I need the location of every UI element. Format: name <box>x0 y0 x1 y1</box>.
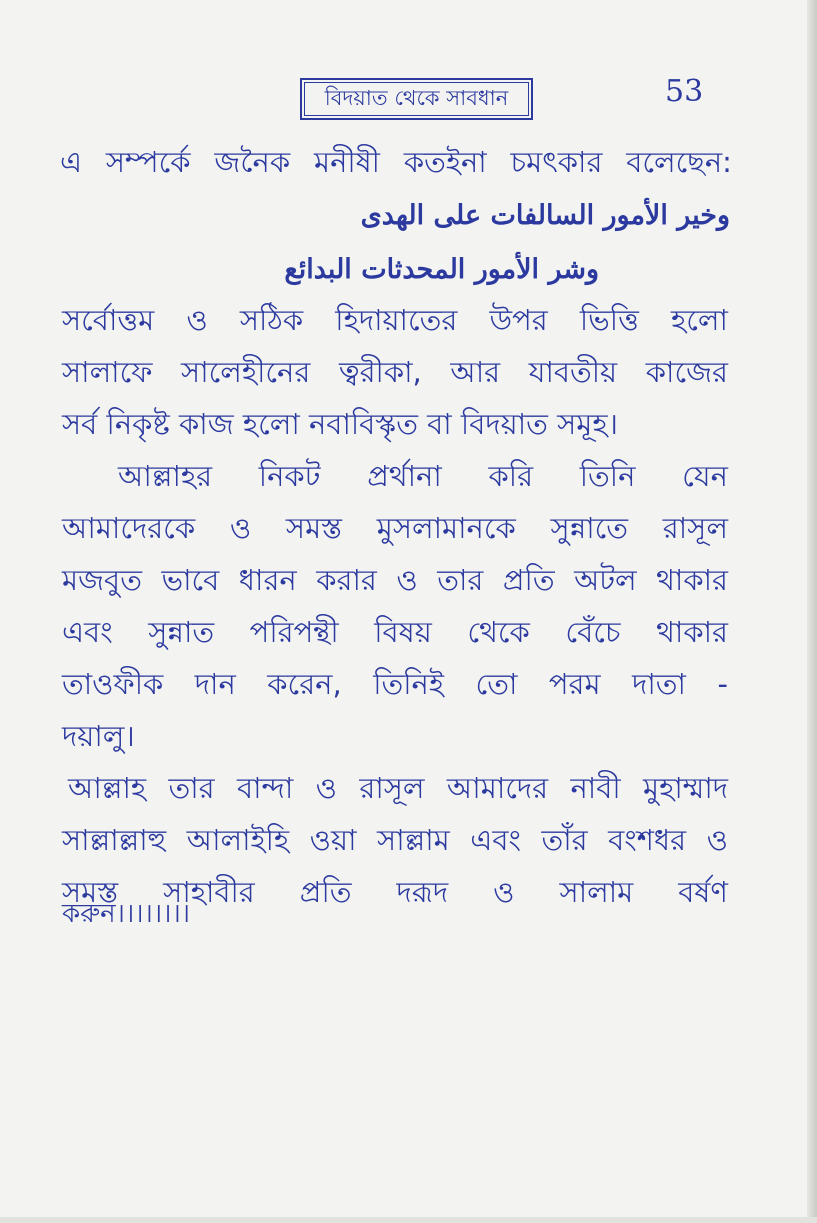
word: হলো <box>671 303 728 337</box>
word: নিকট <box>258 459 321 493</box>
word: আল্লাহর <box>118 459 213 493</box>
word: পরম <box>548 667 601 701</box>
word: যেন <box>682 459 728 493</box>
word: চমৎকার <box>510 145 603 179</box>
word: তার <box>437 563 484 597</box>
word: করার <box>316 563 377 597</box>
word: হিদায়াতের <box>335 303 458 337</box>
word: তিনি <box>579 459 636 493</box>
word: সুন্নাতে <box>550 511 629 545</box>
word: সালাফে <box>62 355 153 389</box>
word: তার <box>168 771 215 805</box>
word: ওয়া <box>309 823 357 857</box>
word: কাজের <box>645 355 728 389</box>
word: নাবী <box>570 771 621 805</box>
word: আলাইহি <box>186 823 290 857</box>
word: সঠিক <box>239 303 304 337</box>
word: প্রতি <box>299 875 352 909</box>
page-edge <box>807 0 817 1223</box>
word: থাকার <box>656 563 728 597</box>
word: তিনিই <box>373 667 444 701</box>
word: আর <box>450 355 501 389</box>
word: তাঁর <box>541 823 588 857</box>
word: ও <box>706 823 728 857</box>
word: যাবতীয় <box>528 355 618 389</box>
word: দান <box>194 667 236 701</box>
word: মুহাম্মাদ <box>643 771 728 805</box>
word: তো <box>475 667 518 701</box>
word: বর্ষণ <box>678 875 728 909</box>
word: ভিত্তি <box>579 303 639 337</box>
word: ও <box>493 875 515 909</box>
word: আমাদেরকে <box>62 511 196 545</box>
word: দাতা <box>632 667 686 701</box>
word: ভাবে <box>161 563 220 597</box>
word: পরিপন্থী <box>249 615 339 649</box>
word: সর্বোত্তম <box>62 303 155 337</box>
word: এবং <box>62 615 113 649</box>
para3-line-4: করুন।।।।।।।। <box>62 899 191 929</box>
word: এ <box>60 145 83 179</box>
word: কতইনা <box>403 145 487 179</box>
para2-line-4 <box>62 612 728 652</box>
intro-line <box>60 142 732 182</box>
word: বান্দা <box>237 771 294 805</box>
para2-line-2 <box>62 508 728 548</box>
word: সালাম <box>559 875 634 909</box>
running-header-title: বিদয়াত থেকে সাবধান <box>300 78 533 120</box>
word: থাকার <box>656 615 728 649</box>
para1-line-2 <box>62 352 728 392</box>
word: সম্পর্কে <box>105 145 191 179</box>
word: সাল্লাল্লাহু <box>62 823 167 857</box>
word: প্রর্থানা <box>367 459 442 493</box>
word: ও <box>229 511 252 545</box>
word: বলেছেন: <box>626 145 732 179</box>
para3-line-2 <box>62 820 728 860</box>
word: রাসূল <box>359 771 425 805</box>
para1-line-1 <box>62 300 728 340</box>
para1-line-3: সর্ব নিকৃষ্ট কাজ হলো নবাবিস্কৃত বা বিদয়াত সমূহ। <box>62 407 618 441</box>
page-bottom <box>0 1217 817 1223</box>
word: এবং <box>470 823 521 857</box>
word: সাল্লাম <box>377 823 450 857</box>
word: থেকে <box>467 615 530 649</box>
arabic-verse-2: وشر الأمور المحدثات البدائع <box>284 254 599 285</box>
word: সমস্ত <box>285 511 343 545</box>
para2-line-6: দয়ালু। <box>62 719 135 753</box>
page-number: 53 <box>665 74 704 109</box>
word: মজবুত <box>62 563 142 597</box>
word: সালেহীনের <box>181 355 311 389</box>
word: ত্বরীকা, <box>338 355 422 389</box>
word: তাওফীক <box>62 667 164 701</box>
word: বংশধর <box>608 823 687 857</box>
word: আল্লাহ <box>68 771 147 805</box>
word: ও <box>315 771 337 805</box>
para3-line-1 <box>68 768 728 808</box>
word: প্রতি <box>502 563 555 597</box>
word: দরূদ <box>396 875 449 909</box>
word: অটল <box>574 563 637 597</box>
word: ধারন <box>238 563 297 597</box>
word: ও <box>396 563 418 597</box>
arabic-verse-1: وخير الأمور السالفات على الهدى <box>360 200 730 231</box>
word: সাহাবীর <box>163 875 255 909</box>
word: বিষয় <box>374 615 432 649</box>
word: মুসলামানকে <box>376 511 516 545</box>
para2-line-3 <box>62 560 728 600</box>
word: রাসূল <box>662 511 728 545</box>
para2-line-5 <box>62 664 728 704</box>
word: উপর <box>489 303 548 337</box>
word: - <box>717 667 728 701</box>
word: মনীষী <box>313 145 380 179</box>
word: করি <box>488 459 534 493</box>
word: সুন্নাত <box>148 615 215 649</box>
word: বেঁচে <box>565 615 621 649</box>
word: ও <box>186 303 208 337</box>
word: জনৈক <box>214 145 291 179</box>
word: সমস্ত <box>62 875 119 909</box>
word: আমাদের <box>446 771 549 805</box>
para2-line-1 <box>118 456 728 496</box>
word: করেন, <box>267 667 342 701</box>
